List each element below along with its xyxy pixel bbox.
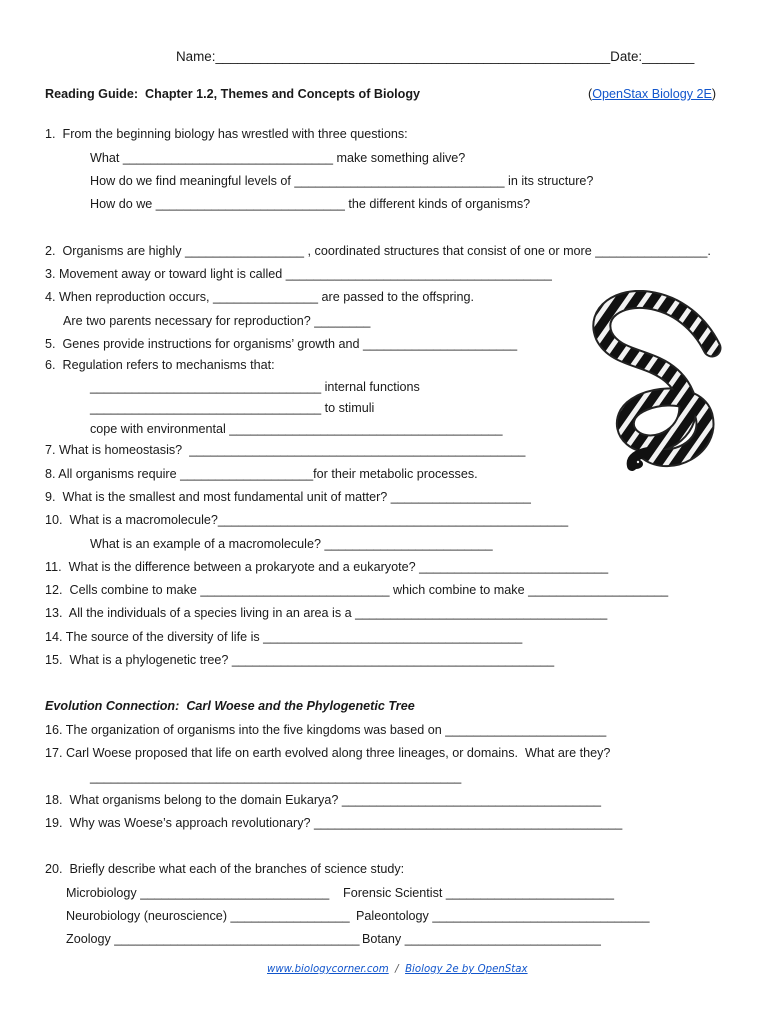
question-19[interactable]: 19. Why was Woese’s approach revolutionary? ____________________________________________ xyxy=(45,816,623,830)
footer-credit-link[interactable]: Biology 2e by OpenStax xyxy=(405,964,528,975)
openstax-link[interactable]: OpenStax Biology 2E xyxy=(592,87,712,101)
branch-botany[interactable]: Botany ____________________________ xyxy=(362,932,601,946)
question-6: 6. Regulation refers to mechanisms that: xyxy=(45,358,275,372)
close-paren: ) xyxy=(711,87,717,101)
branch-microbiology[interactable]: Microbiology ___________________________ xyxy=(66,886,330,900)
branch-neurobiology[interactable]: Neurobiology (neuroscience) _________________ xyxy=(66,909,350,923)
question-3[interactable]: 3. Movement away or toward light is called ______________________________________ xyxy=(45,267,552,281)
question-1c[interactable]: How do we ___________________________ the different kinds of organisms? xyxy=(90,197,531,211)
question-17-answer[interactable]: _____________________________________________________ xyxy=(90,770,462,784)
question-9[interactable]: 9. What is the smallest and most fundamental unit of matter? ____________________ xyxy=(45,490,531,504)
question-10a[interactable]: What is an example of a macromolecule? ________________________ xyxy=(90,537,493,551)
question-1: 1. From the beginning biology has wrestled with three questions: xyxy=(45,127,408,141)
question-6c[interactable]: cope with environmental _______________________________________ xyxy=(90,422,503,436)
footer xyxy=(267,962,528,977)
source-citation xyxy=(588,87,716,102)
question-6a[interactable]: _________________________________ internal functions xyxy=(90,380,420,394)
question-14[interactable]: 14. The source of the diversity of life is _____________________________________ xyxy=(45,630,523,644)
question-11[interactable]: 11. What is the difference between a prokaryote and a eukaryote? ___________________________ xyxy=(45,560,609,574)
branch-forensic[interactable]: Forensic Scientist ________________________ xyxy=(343,886,614,900)
question-15[interactable]: 15. What is a phylogenetic tree? ______________________________________________ xyxy=(45,653,555,667)
question-1a[interactable]: What ______________________________ make something alive? xyxy=(90,151,466,165)
footer-site-link[interactable]: www.biologycorner.com xyxy=(267,964,389,975)
open-paren: ( xyxy=(588,87,593,101)
question-4[interactable]: 4. When reproduction occurs, _______________ are passed to the offspring. xyxy=(45,290,474,304)
question-20: 20. Briefly describe what each of the branches of science study: xyxy=(45,862,405,876)
question-13[interactable]: 13. All the individuals of a species living in an area is a ____________________________________ xyxy=(45,606,608,620)
question-4a[interactable]: Are two parents necessary for reproduction? ________ xyxy=(63,314,371,328)
question-2[interactable]: 2. Organisms are highly _________________ , coordinated structures that consist of one or more ________________. xyxy=(45,244,711,258)
banded-snake-icon xyxy=(580,290,728,472)
question-5[interactable]: 5. Genes provide instructions for organisms’ growth and ______________________ xyxy=(45,337,518,351)
question-12[interactable]: 12. Cells combine to make ___________________________ which combine to make ____________________ xyxy=(45,583,669,597)
branch-zoology[interactable]: Zoology ___________________________________ xyxy=(66,932,360,946)
question-8[interactable]: 8. All organisms require ___________________for their metabolic processes. xyxy=(45,467,478,481)
question-17: 17. Carl Woese proposed that life on earth evolved along three lineages, or domains. What are they? xyxy=(45,746,611,760)
footer-separator: / xyxy=(388,964,406,975)
question-18[interactable]: 18. What organisms belong to the domain Eukarya? _____________________________________ xyxy=(45,793,601,807)
question-10[interactable]: 10. What is a macromolecule?__________________________________________________ xyxy=(45,513,569,527)
question-1b[interactable]: How do we find meaningful levels of ______________________________ in its structure? xyxy=(90,174,594,188)
branch-paleontology[interactable]: Paleontology _______________________________ xyxy=(356,909,650,923)
question-6b[interactable]: _________________________________ to stimuli xyxy=(90,401,375,415)
question-16[interactable]: 16. The organization of organisms into the five kingdoms was based on _______________________ xyxy=(45,723,607,737)
evolution-heading: Evolution Connection: Carl Woese and the Phylogenetic Tree xyxy=(45,699,415,713)
question-7[interactable]: 7. What is homeostasis? ________________________________________________ xyxy=(45,443,526,457)
name-date-line[interactable]: Name:_____________________________________________________Date:_______ xyxy=(176,49,695,64)
guide-title: Reading Guide: Chapter 1.2, Themes and Concepts of Biology xyxy=(45,87,421,101)
